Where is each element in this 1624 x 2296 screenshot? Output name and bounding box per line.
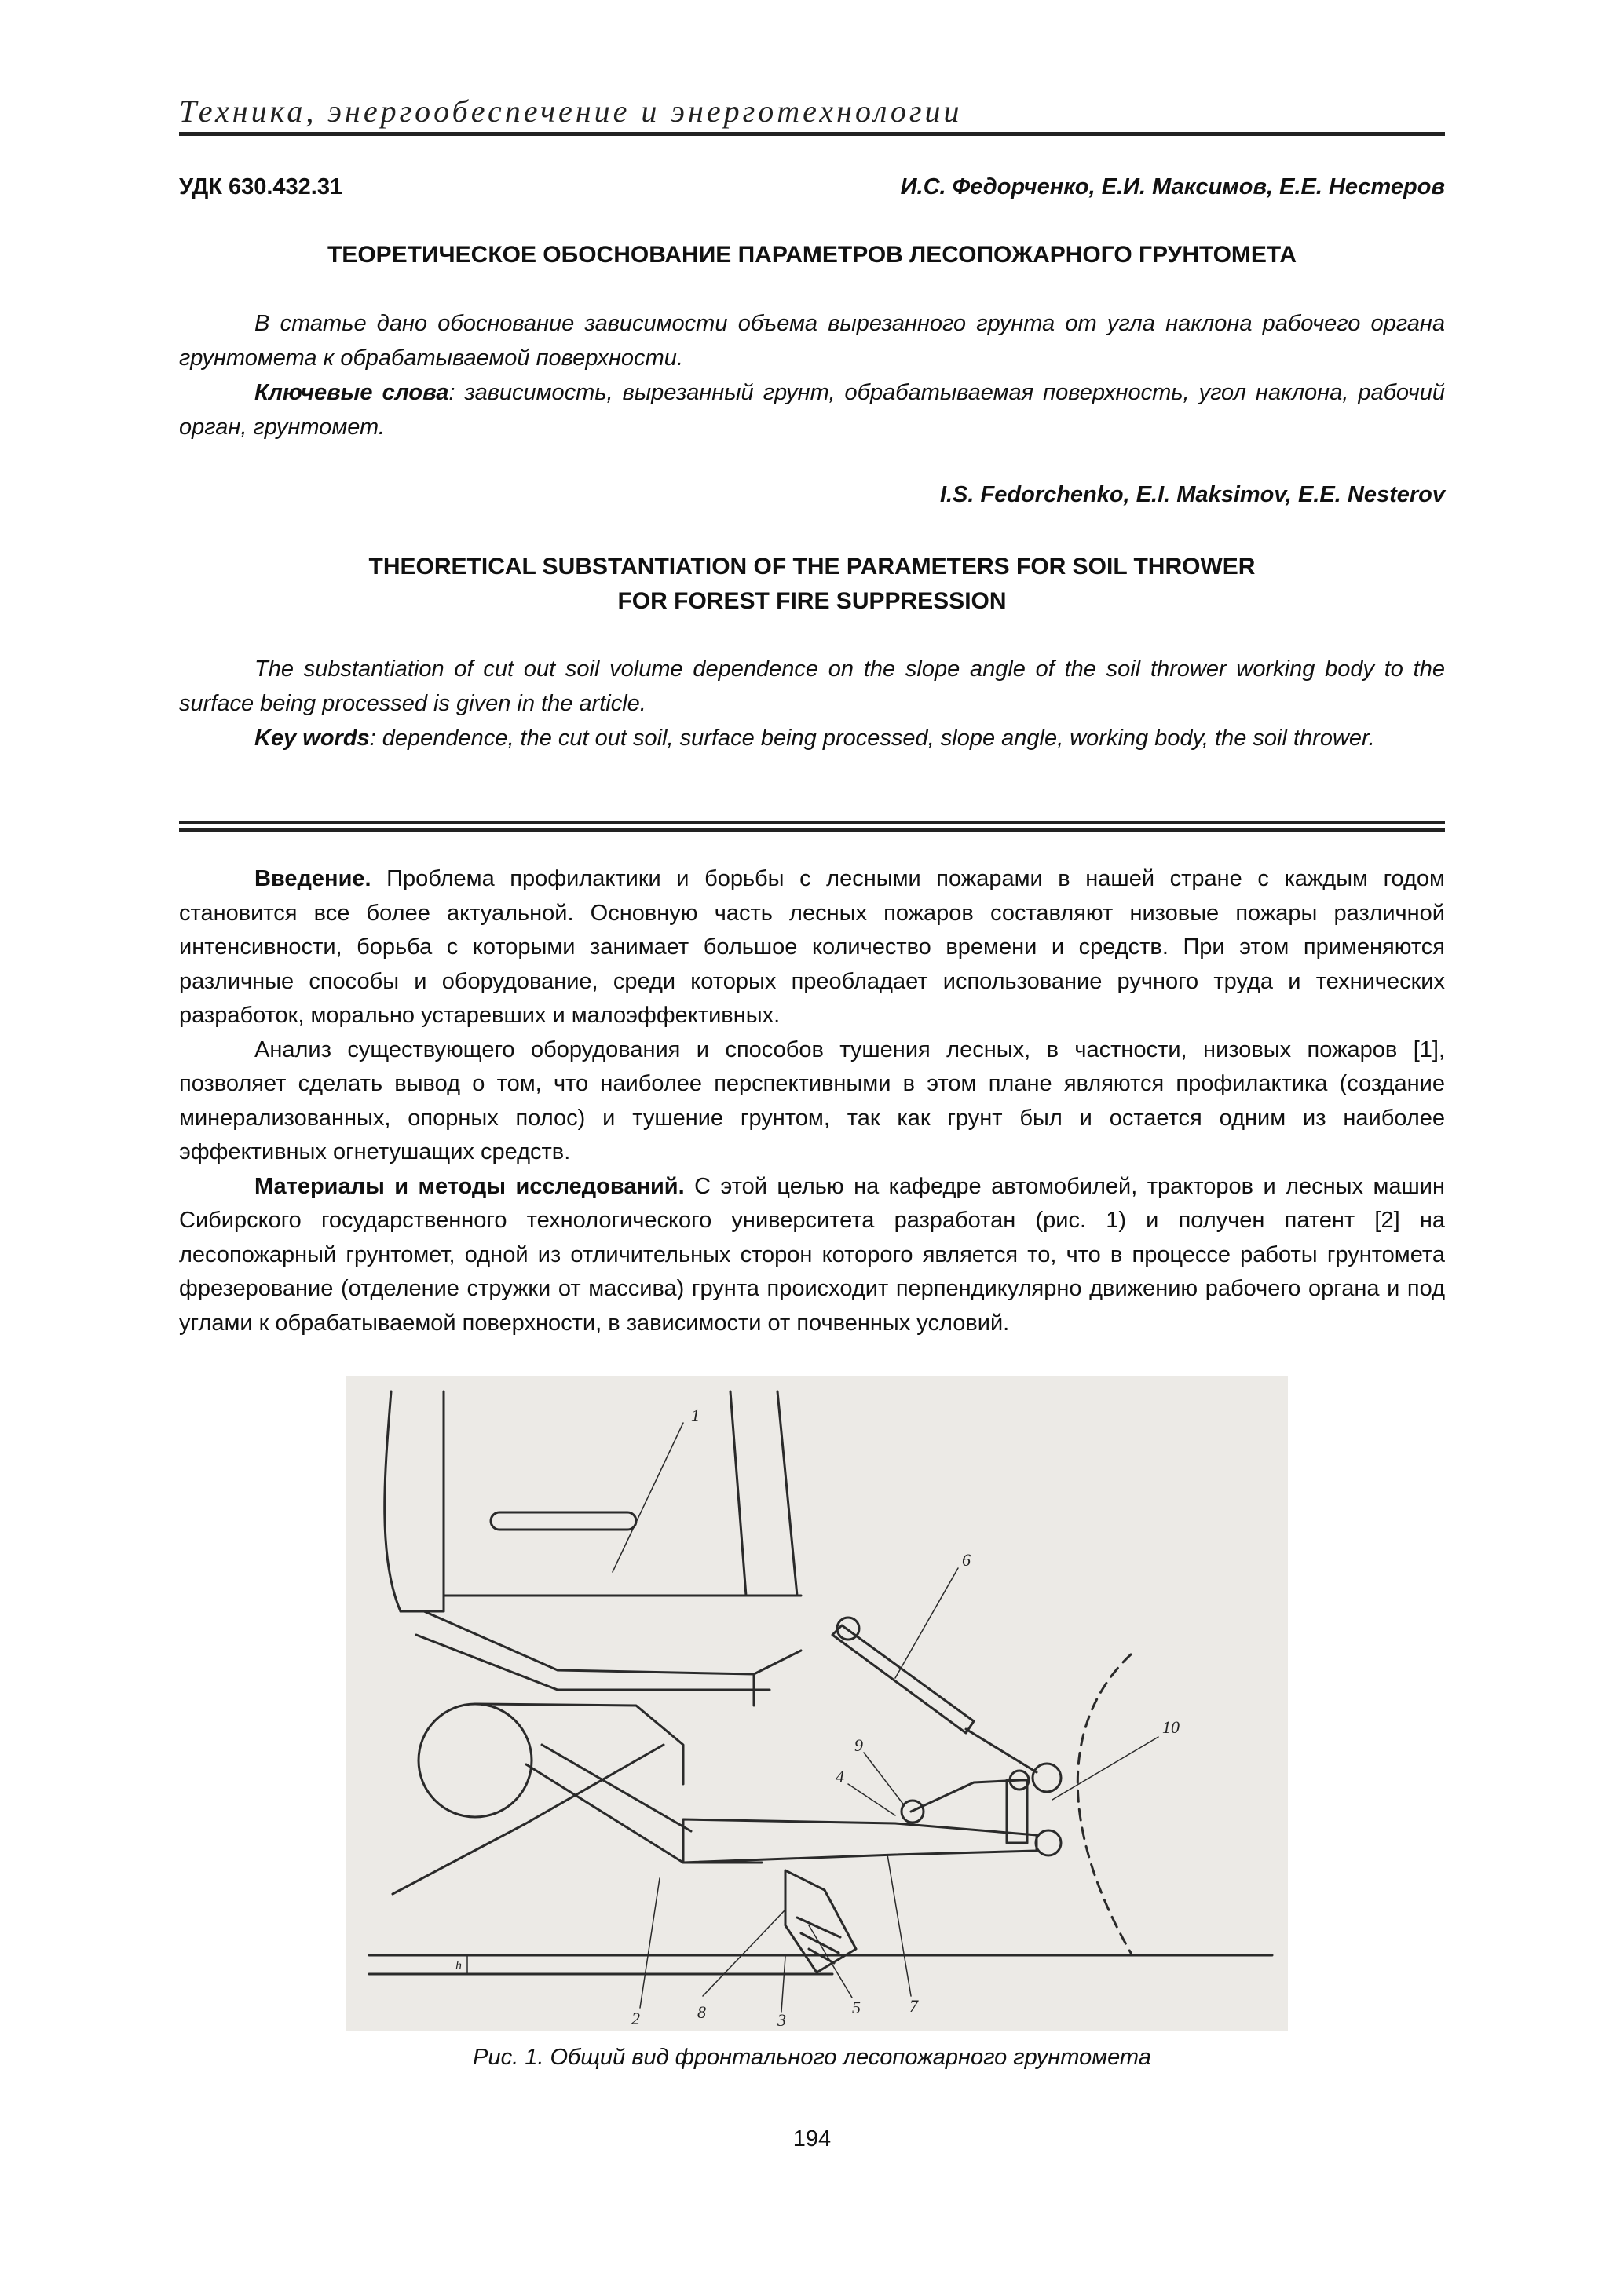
- fig-label-7: 7: [909, 1996, 918, 2016]
- fig-label-8: 8: [697, 2002, 706, 2022]
- keywords-ru-text: : зависимость, вырезанный грунт, обрабатываемая поверхность, угол наклона, рабочий орган, грунтомет.: [179, 380, 1446, 440]
- abstract-ru: [179, 306, 1445, 444]
- keywords-en-text: : dependence, the cut out soil, surface being processed, slope angle, working body, the soil thrower.: [369, 726, 1375, 751]
- frame-diagonal-long: [393, 1745, 664, 1894]
- hydraulic-cylinder: [832, 1625, 974, 1733]
- keywords-ru-label: Ключевые слова: [254, 380, 449, 405]
- title-en-line1: THEORETICAL SUBSTANTIATION OF THE PARAMETERS FOR SOIL THROWER: [368, 554, 1256, 579]
- linkage-arm: [911, 1780, 1021, 1812]
- main-beam: [683, 1819, 1037, 1863]
- leader-10: [1052, 1737, 1158, 1800]
- fig-label-3: 3: [777, 2010, 786, 2030]
- section-rule-thick: [179, 828, 1445, 832]
- intro-text: Проблема профилактики и борьбы с лесными пожарами в нашей стране с каждым годом становится все более актуальной. Основную часть лесных пожаров составляют низовые пожары различной интенсивности, борьба с которыми занимает большое количество времени и средств. При этом применяются различные способы и оборудование, среди которых преобладает использование ручного труда и технических разработок, морально устаревших и малоэффективных.: [179, 866, 1445, 1028]
- header-rule: [179, 132, 1445, 136]
- technical-drawing: [346, 1376, 1288, 2031]
- throw-arc: [1077, 1654, 1131, 1953]
- keywords-en: [179, 721, 1445, 755]
- keywords-en-label: Key words: [254, 726, 370, 751]
- figure-caption: Рис. 1. Общий вид фронтального лесопожарного грунтомета: [473, 2045, 1151, 2070]
- fig-label-2: 2: [631, 2009, 640, 2028]
- methods-label: Материалы и методы исследований.: [254, 1173, 685, 1199]
- drive-pulley: [419, 1704, 532, 1817]
- fig-label-5: 5: [852, 1998, 861, 2017]
- beam-pivot: [1036, 1830, 1061, 1855]
- leader-2: [640, 1878, 660, 2008]
- section-rule-thin: [179, 821, 1445, 824]
- cylinder-rod: [966, 1729, 1037, 1772]
- leader-6: [895, 1568, 958, 1678]
- leader-7: [887, 1855, 911, 1996]
- leader-3: [781, 1957, 785, 2012]
- leader-8: [703, 1910, 785, 1996]
- fig-label-10: 10: [1162, 1717, 1180, 1737]
- methods-paragraph: [179, 1170, 1445, 1341]
- fig-label-9: 9: [854, 1735, 863, 1755]
- tractor-slot: [491, 1512, 636, 1530]
- leader-1: [613, 1423, 683, 1572]
- fig-label-4: 4: [836, 1767, 844, 1786]
- title-en: [179, 550, 1445, 619]
- authors-ru: И.С. Федорченко, Е.И. Максимов, Е.Е. Нестеров: [900, 174, 1445, 199]
- frame-upper: [424, 1611, 801, 1674]
- leader-5: [809, 1925, 852, 1998]
- fig-label-6: 6: [962, 1550, 971, 1570]
- cylinder-eye: [1033, 1764, 1061, 1792]
- fig-label-h: h: [455, 1959, 462, 1972]
- udc-code: УДК 630.432.31: [179, 174, 343, 199]
- title-en-line2: FOR FOREST FIRE SUPPRESSION: [617, 588, 1007, 614]
- intro-paragraph: [179, 862, 1445, 1033]
- analysis-paragraph: Анализ существующего оборудования и способов тушения лесных, в частности, низовых пожаров [1], позволяет сделать вывод о том, что наиболее перспективными в этом плане являются профилактика (создание минерализованных, опорных полос) и тушение грунтом, так как грунт был и остается одним из наиболее эффективных огнетушащих средств.: [179, 1036, 1445, 1164]
- cutter-housing: [785, 1870, 856, 1972]
- tractor-outline-left: [385, 1391, 401, 1611]
- keywords-ru: [179, 375, 1445, 444]
- arm-diagonal: [526, 1764, 762, 1863]
- belt-housing: [475, 1704, 683, 1784]
- running-header: Техника, энергообеспечение и энерготехнологии: [179, 93, 963, 129]
- frame-lower: [416, 1635, 770, 1690]
- methods-text: С этой целью на кафедре автомобилей, тракторов и лесных машин Сибирского государственного технологического университета разработан (рис. 1) и получен патент [2] на лесопожарный грунтомет, одной из отличительных сторон которого является то, что в процессе работы грунтомета фрезерование (отделение стружки от массива) грунта происходит перпендикулярно движению рабочего органа и под углами к обрабатываемой поверхности, в зависимости от почвенных условий.: [179, 1173, 1445, 1336]
- abstract-en: [179, 652, 1445, 755]
- leader-4: [848, 1784, 895, 1815]
- page-number: 194: [792, 2126, 832, 2152]
- abstract-en-text: The substantiation of cut out soil volume dependence on the slope angle of the soil thrower working body to the surface being processed is given in the article.: [179, 656, 1445, 716]
- figure-soil-thrower-drawing: [346, 1376, 1288, 2031]
- title-ru: ТЕОРЕТИЧЕСКОЕ ОБОСНОВАНИЕ ПАРАМЕТРОВ ЛЕСОПОЖАРНОГО ГРУНТОМЕТА: [327, 242, 1297, 268]
- tractor-grille-edge: [777, 1391, 797, 1596]
- intro-label: Введение.: [254, 866, 371, 891]
- article-body: [179, 862, 1445, 1340]
- abstract-ru-text: В статье дано обоснование зависимости объема вырезанного грунта от угла наклона рабочего органа грунтомета к обрабатываемой поверхности.: [179, 311, 1445, 371]
- tractor-grille-line: [730, 1391, 746, 1596]
- authors-en: I.S. Fedorchenko, E.I. Maksimov, E.E. Nesterov: [939, 482, 1445, 507]
- fig-label-1: 1: [691, 1406, 700, 1425]
